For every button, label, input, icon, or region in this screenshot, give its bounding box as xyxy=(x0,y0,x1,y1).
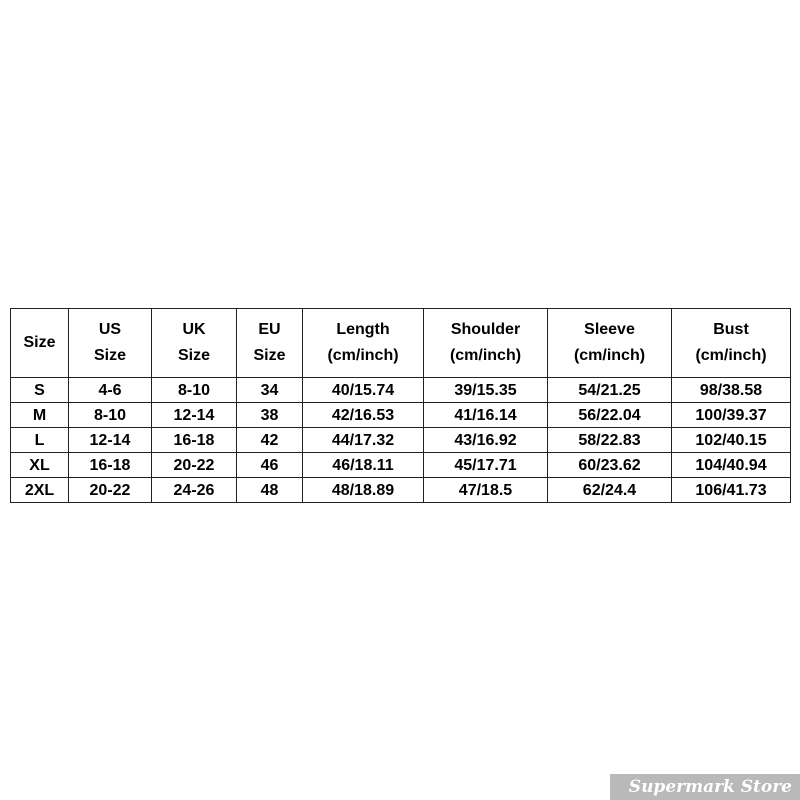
table-cell: 39/15.35 xyxy=(424,378,548,403)
column-header-line: Shoulder xyxy=(450,321,521,338)
table-cell: M xyxy=(11,403,69,428)
table-row xyxy=(11,453,791,478)
table-cell: 54/21.25 xyxy=(548,378,672,403)
table-row xyxy=(11,428,791,453)
table-cell: 8-10 xyxy=(152,378,237,403)
table-cell: 58/22.83 xyxy=(548,428,672,453)
table-cell: 12-14 xyxy=(152,403,237,428)
column-header-line: Sleeve xyxy=(584,321,635,338)
table-cell: 45/17.71 xyxy=(424,453,548,478)
column-header xyxy=(672,309,791,378)
column-header xyxy=(237,309,303,378)
table-cell: 34 xyxy=(237,378,303,403)
table-cell: 104/40.94 xyxy=(672,453,791,478)
table-cell: 20-22 xyxy=(69,478,152,503)
size-chart-table xyxy=(10,308,791,503)
column-header xyxy=(303,309,424,378)
table-cell: 47/18.5 xyxy=(424,478,548,503)
table-row xyxy=(11,378,791,403)
column-header xyxy=(152,309,237,378)
column-header-line: Size xyxy=(177,347,210,364)
column-header xyxy=(11,309,69,378)
table-cell: L xyxy=(11,428,69,453)
watermark-banner xyxy=(610,774,800,800)
table-cell: 48 xyxy=(237,478,303,503)
column-header-line: Size xyxy=(93,347,126,364)
table-row xyxy=(11,403,791,428)
table-header-row xyxy=(11,309,791,378)
table-cell: 100/39.37 xyxy=(672,403,791,428)
table-cell: 46 xyxy=(237,453,303,478)
column-header-line: (cm/inch) xyxy=(449,347,522,364)
table-cell: 56/22.04 xyxy=(548,403,672,428)
table-cell: 38 xyxy=(237,403,303,428)
column-header-line: UK xyxy=(182,321,206,338)
table-cell: 42/16.53 xyxy=(303,403,424,428)
column-header xyxy=(548,309,672,378)
table-cell: 24-26 xyxy=(152,478,237,503)
table-cell: 40/15.74 xyxy=(303,378,424,403)
column-header-line: (cm/inch) xyxy=(573,347,646,364)
table-cell: XL xyxy=(11,453,69,478)
column-header-line: Size xyxy=(253,347,286,364)
column-header xyxy=(424,309,548,378)
table-body xyxy=(11,378,791,503)
table-cell: 102/40.15 xyxy=(672,428,791,453)
column-header-line: Size xyxy=(23,334,56,351)
table-cell: 4-6 xyxy=(69,378,152,403)
table-cell: 44/17.32 xyxy=(303,428,424,453)
table-cell: 62/24.4 xyxy=(548,478,672,503)
table-cell: 16-18 xyxy=(69,453,152,478)
column-header xyxy=(69,309,152,378)
column-header-line: Length xyxy=(336,321,390,338)
table-cell: 46/18.11 xyxy=(303,453,424,478)
table-cell: 8-10 xyxy=(69,403,152,428)
table-cell: 60/23.62 xyxy=(548,453,672,478)
column-header-line: (cm/inch) xyxy=(695,347,767,364)
table-cell: 42 xyxy=(237,428,303,453)
column-header-line: EU xyxy=(258,321,281,338)
table-cell: 41/16.14 xyxy=(424,403,548,428)
column-header-line: US xyxy=(98,321,122,338)
table-cell: 16-18 xyxy=(152,428,237,453)
watermark-text: Supermark Store xyxy=(628,777,792,797)
table-cell: 2XL xyxy=(11,478,69,503)
table-cell: 20-22 xyxy=(152,453,237,478)
table-cell: 106/41.73 xyxy=(672,478,791,503)
table-row xyxy=(11,478,791,503)
column-header-line: Bust xyxy=(713,321,749,338)
table-cell: 98/38.58 xyxy=(672,378,791,403)
column-header-line: (cm/inch) xyxy=(327,347,399,364)
table-cell: 43/16.92 xyxy=(424,428,548,453)
table-cell: S xyxy=(11,378,69,403)
table-cell: 12-14 xyxy=(69,428,152,453)
table-cell: 48/18.89 xyxy=(303,478,424,503)
